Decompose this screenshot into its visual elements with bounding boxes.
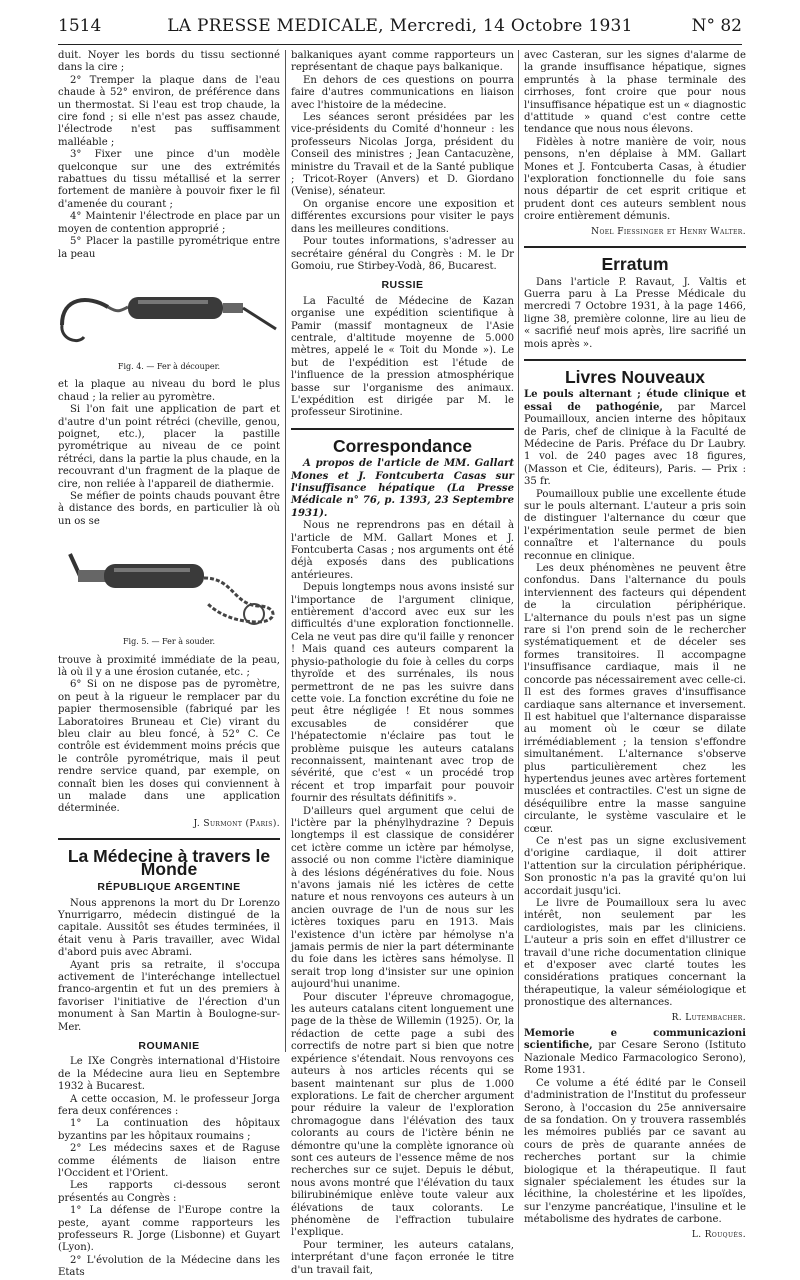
paragraph: 2° L'évolution de la Médecine dans les Etats bbox=[58, 1254, 280, 1279]
author-signature: J. Surmont (Paris). bbox=[193, 818, 280, 829]
paragraph: D'ailleurs quel argument que celui de l'ictère par la phénylhydrazine ? Depuis longtemps il est classique de considérer cet ictère comme un ictère par hémolyse, associé ou non comme l'ictère diaminique à des lésions dégénératives du foie. Nous n'avons jamais nié les ictères de cette nature et nous renvoyons ces auteurs à un ancien ouvrage de l'un de nous sur les ictères toxiques paru en 1913. Mais l'existence d'un ictère par hémolyse n'a jamais permis de nier la part déterminante du foie dans les ictères sans hémolyse. Il serait trop long d'insister sur une opinion aujourd'hui unanime. bbox=[291, 805, 514, 991]
section-title: Correspondance bbox=[332, 435, 473, 456]
paragraph: duit. Noyer les bords du tissu sectionné dans la cire ; bbox=[58, 50, 280, 74]
column-1 bbox=[58, 50, 280, 1280]
paragraph: Les séances seront présidées par les vice-présidents du Comité d'honneur : les professeurs Nicolas Jorga, président du Conseil des ministres ; Jean Cantacuzène, ministre du Travail et de la Santé publique ; Tricot-Royer (Anvers) et D. Giordano (Venise), sénateur. bbox=[291, 112, 514, 198]
book-title: Memorie e communicazioni scientifiche, bbox=[524, 1028, 746, 1052]
paragraph: Ayant pris sa retraite, il s'occupa activement de l'interéchange intellectuel franco-argentin et fut un des premiers à favoriser l'initiative de l'érection d'un monument à San Martin à Boulogne-sur-Mer. bbox=[58, 959, 280, 1033]
paragraph: 5° Placer la pastille pyrométrique entre la peau bbox=[58, 236, 280, 260]
section-rule bbox=[291, 428, 514, 430]
paragraph: Nous ne reprendrons pas en détail à l'article de MM. Gallart Mones et J. Fontcuberta Casas ; nos arguments ont été déjà exposés dans des publications antérieures. bbox=[291, 520, 514, 581]
paragraph: 1° La continuation des hôpitaux byzantins par les hôpitaux roumains ; bbox=[58, 1118, 280, 1142]
section-rule bbox=[524, 359, 746, 361]
paragraph: 1° La défense de l'Europe contre la peste, ayant comme rapporteurs les professeurs R. Jorge (Lisbonne) et Guyart (Lyon). bbox=[58, 1205, 280, 1254]
paragraph: Nous apprenons la mort du Dr Lorenzo Ynurrigarro, médecin distingué de la capitale. Aussitôt ses études terminées, il était venu à Paris travailler, avec Widal d'abord puis avec Abrami. bbox=[58, 897, 280, 959]
column-divider bbox=[285, 50, 286, 1052]
book-meta: par Marcel Poumailloux, ancien interne des hôpitaux de Paris, chef de clinique à la Faculté de Médecine de Paris. Préface du Dr Laubry. 1 vol. de 240 pages avec 18 figures, (Masson et Cie, éditeurs), Paris. — Prix : 35 fr. bbox=[524, 401, 747, 488]
paragraph: Dans l'article P. Ravaut, J. Valtis et Guerra paru à La Presse Médicale du mercredi 7 Octobre 1931, à la page 1466, ligne 38, première colonne, lire au lieu de « sacrifié neuf mois après, lire sacrifié un mois après ». bbox=[524, 276, 746, 350]
column-divider bbox=[518, 50, 519, 1052]
paragraph: Pour toutes informations, s'adresser au secrétaire général du Congrès : M. le Dr Gomoiu, rue Stirbey-Vodà, 86, Bucarest. bbox=[291, 236, 514, 272]
paragraph: En dehors de ces questions on pourra faire d'autres communications en liaison avec l'histoire de la médecine. bbox=[291, 74, 514, 111]
paragraph: Le IXe Congrès international d'Histoire de la Médecine aura lieu en Septembre 1932 à Bucarest. bbox=[58, 1056, 280, 1093]
paragraph: 6° Si on ne dispose pas de pyromètre, on peut à la rigueur le remplacer par du papier thermosensible (fabriqué par les Laboratoires Bruneau et Cie) virant du bleu clair au bleu foncé, à 52° C. Ce contrôle est évidemment moins précis que le contrôle pyrométrique, mais il peut rendre service quand, par exemple, on connaît bien les doses qui conviennent à un malade dans une application déterminée. bbox=[58, 679, 280, 815]
author-signature: Noel Fiessinger et Henry Walter. bbox=[591, 226, 746, 237]
paragraph: 2° Tremper la plaque dans de l'eau chaude à 52° environ, de préférence dans un thermostat. Si l'eau est trop chaude, la cire fond ; si elle n'est pas assez chaude, l'électrode n'est pas suffisamment malléable ; bbox=[58, 74, 280, 148]
page-header bbox=[0, 14, 800, 38]
section-title: Erratum bbox=[601, 254, 669, 275]
book-title: Le pouls alternant ; étude clinique et essai de pathogénie, bbox=[524, 389, 746, 413]
subsection-title: ROUMANIE bbox=[138, 1039, 200, 1052]
figure-caption: Fig. 5. — Fer à souder. bbox=[123, 637, 215, 647]
paragraph: Ce volume a été édité par le Conseil d'administration de l'Institut du professeur Serono, à l'occasion du 25e anniversaire de sa fondation. On y trouvera rassemblés les mémoires publiés par ce savant au cours de près de quarante années de recherches portant sur la chimie biologique et la thérapeutique. Il faut signaler spécialement les études sur la lécithine, la cholestérine et les lipoïdes, sur l'enzyme pancréatique, l'insuline et le métabolisme des hydrates de carbone. bbox=[524, 1077, 746, 1226]
book-meta: par Cesare Serono (Istituto Nazionale Medico Farmacologico Serono), Rome 1931. bbox=[524, 1040, 746, 1077]
paragraph: 2° Les médecins saxes et de Raguse comme éléments de liaison entre l'Occident et l'Orient. bbox=[58, 1143, 280, 1180]
paragraph: Se méfier de points chauds pouvant être à distance des bords, en particulier là où un os se bbox=[58, 490, 280, 527]
article-title: A propos de l'article de MM. Gallart Mones et J. Fontcuberta Casas sur l'insuffisance hépatique (La Presse Médicale n° 76, p. 1393, 23 Septembre 1931). bbox=[291, 458, 514, 519]
section-rule bbox=[524, 246, 746, 248]
figure-soldering-iron bbox=[58, 534, 280, 634]
paragraph: Les deux phénomènes ne peuvent être confondus. Dans l'alternance du pouls interviennent des facteurs qui dépendent de la circulation périphérique. L'alternance du pouls n'est pas un signe rare si l'on prend soin de le rechercher systématiquement et de déceler ses formes transitoires. Il accompagne l'insuffisance cardiaque, mais il ne concorde pas nécessairement avec celle-ci. Il est des formes graves d'insuffisance cardiaque sans alternance et inversement. Il est habituel que l'alternance disparaisse au moment où le cœur se dilate irrémédiablement ; la tension s'effondre simultanément. L'alternance s'observe plus particulièrement chez les hypertendus jeunes avec artères fortement musclées et contractiles. C'est un signe de déséquilibre entre la masse sanguine circulante, le système vasculaire et le cœur. bbox=[524, 563, 746, 835]
paragraph: 4° Maintenir l'électrode en place par un moyen de contention approprié ; bbox=[58, 211, 280, 235]
journal-title: LA PRESSE MEDICALE, Mercredi, 14 Octobre 1931 bbox=[167, 16, 633, 36]
subsection-title: RUSSIE bbox=[381, 279, 424, 292]
paragraph: Ce n'est pas un signe exclusivement d'origine cardiaque, il doit attirer l'attention sur la circulation périphérique. Son pronostic n'a pas la gravité qu'on lui accordait jusqu'ici. bbox=[524, 835, 746, 897]
paragraph: 3° Fixer une pince d'un modèle quelconque sur une des extrémités rabattues du tissu métallisé et la serrer fortement de manière à pouvoir fixer le fil d'amenée du courant ; bbox=[58, 149, 280, 210]
paragraph: avec Casteran, sur les signes d'alarme de la grande insuffisance hépatique, signes empruntés à la phase terminale des cirrhoses, font croire que pour nous l'insuffisance hépatique est un « diagnostic d'attitude » quand c'est contre cette tendance que nous nous élevons. bbox=[524, 50, 746, 136]
paragraph: Le livre de Poumailloux sera lu avec intérêt, non seulement par les cardiologistes, mais par les cliniciens. L'auteur a pris soin en effet d'illustrer ce travail d'une riche documentation clinique et d'exposer avec clarté toutes les considérations pratiques concernant la thérapeutique, la valeur séméiologique et pronostique des alternances. bbox=[524, 898, 746, 1009]
paragraph: Si l'on fait une application de part et d'autre d'un point rétréci (cheville, genou, poignet, etc.), placer la pastille pyrométrique au niveau de ce point rétréci, dans la partie la plus chaude, en la recouvrant d'un fragment de la plaque de cire, non reliée à l'appareil de diathermie. bbox=[58, 404, 280, 490]
paragraph: Poumailloux publie une excellente étude sur le pouls alternant. L'auteur a pris soin de distinguer l'alternance du cœur que l'expérimentation seule permet de bien connaître et l'alternance du pouls reconnue en clinique. bbox=[524, 488, 746, 562]
paragraph: balkaniques ayant comme rapporteurs un représentant de chaque pays balkanique. bbox=[291, 50, 514, 74]
paragraph: Les rapports ci-dessous seront présentés au Congrès : bbox=[58, 1180, 280, 1204]
paragraph: On organise encore une exposition et différentes excursions pour visiter le pays dans les meilleures conditions. bbox=[291, 198, 514, 235]
section-rule bbox=[58, 838, 280, 840]
issue-number: N° 82 bbox=[691, 16, 742, 36]
column-3 bbox=[524, 50, 746, 1241]
header-rule bbox=[58, 44, 742, 45]
paragraph: Pour terminer, les auteurs catalans, interprétant d'une façon erronée le titre d'un travail fait, bbox=[291, 1239, 514, 1276]
paragraph: Pour discuter l'épreuve chromagogue, les auteurs catalans citent longuement une page de la thèse de Willemin (1925). Or, la rédaction de cette page a subi des correctifs de notre part si bien que notre expérience s'étendait. Nous renvoyons ces auteurs à nos articles récents qui se basent maintenant sur plus de 1.000 explorations. Le fait de chercher argument pour réduire la valeur de l'exploration chromagogue dans l'élévation des taux colorants au cours de l'ictère bénin ne démontre qu'une la complète ignorance où sont ces auteurs de l'essence même de nos recherches sur ce sujet. Depuis le début, nous avons montré que l'élévation du taux bilirubinémique enlève toute valeur aux élévations de taux colorants. Le phénomène de l'effraction tubulaire l'explique. bbox=[291, 991, 514, 1239]
paragraph: A cette occasion, M. le professeur Jorga fera deux conférences : bbox=[58, 1093, 280, 1117]
paragraph: Fidèles à notre manière de voir, nous pensons, n'en déplaise à MM. Gallart Mones et J. Fontcuberta Casas, à étudier l'exploration fonctionnelle du foie sans nous départir de cet esprit critique et prudent dont ces auteurs semblent nous croire entièrement démunis. bbox=[524, 136, 746, 223]
section-title: La Médecine à travers le Monde bbox=[67, 846, 271, 879]
author-signature: L. Rouquès. bbox=[691, 1229, 746, 1240]
figure-cutting-iron bbox=[58, 267, 280, 359]
figure-caption: Fig. 4. — Fer à découper. bbox=[117, 361, 221, 371]
paragraph: et la plaque au niveau du bord le plus chaud ; la relier au pyromètre. bbox=[58, 379, 280, 403]
section-title: Livres Nouveaux bbox=[564, 366, 706, 387]
subsection-title: RÉPUBLIQUE ARGENTINE bbox=[97, 881, 241, 894]
author-signature: R. Lutembacher. bbox=[671, 1012, 746, 1023]
paragraph: La Faculté de Médecine de Kazan organise une expédition scientifique à Pamir (massif montagneux de l'Asie centrale, d'altitude moyenne de 5.000 mètres, appelé le « Toit du Monde »). Le but de l'expédition est l'étude de l'influence de la pression atmosphérique basse sur l'organisme des animaux. L'expédition est dirigée par M. le professeur Sirotinine. bbox=[291, 295, 514, 419]
column-2 bbox=[291, 50, 514, 1277]
page-number: 1514 bbox=[58, 16, 102, 36]
paragraph: trouve à proximité immédiate de la peau, là où il y a une érosion cutanée, etc. ; bbox=[58, 654, 280, 678]
paragraph: Depuis longtemps nous avons insisté sur l'importance de l'argument clinique, entièrement d'accord avec eux sur les difficultés d'une exploration fonctionnelle. Cela ne veut pas dire qu'il faille y renoncer ! Mais quand ces auteurs comparent la physio-pathologie du foie à celles du corps thyroïde et des surrénales, ils nous permettront de ne pas les suivre dans cette voie. La fonction excrétine du foie ne peut être négligée ! Et nous sommes excusables de considérer que l'hépatectomie n'éclaire pas tout le problème puisque les auteurs catalans reconnaissent, maintenant avec trop de sévérité, que c'est « un procédé trop récent et trop imparfait pour pouvoir fournir des résultats définitifs ». bbox=[291, 582, 514, 805]
